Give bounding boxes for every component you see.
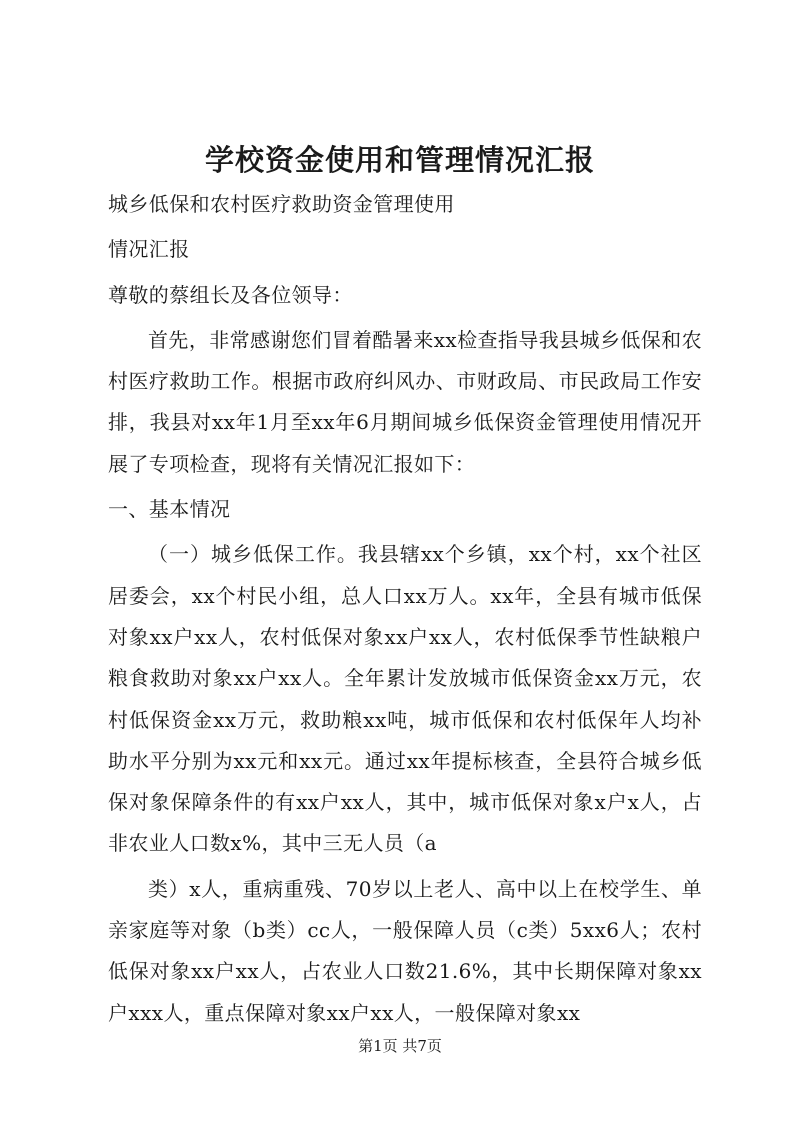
document-body (108, 184, 702, 1034)
document-title: 学校资金使用和管理情况汇报 (204, 143, 595, 177)
paragraph-urban-rural-subsistence: （一）城乡低保工作。我县辖xx个乡镇，xx个村，xx个社区居委会，xx个村民小组，总人口xx万人。xx年，全县有城市低保对象xx户xx人，农村低保对象xx户xx人，农村低保季节性缺粮户粮食救助对象xx户xx人。全年累计发放城市低保资金xx万元，农村低保资金xx万元，救助粮xx吨，城市低保和农村低保年人均补助水平分别为xx元和xx元。通过xx年提标核查，全县符合城乡低保对象保障条件的有xx户xx人，其中，城市低保对象x户x人，占非农业人口数x%，其中三无人员（a (108, 542, 702, 856)
paragraph-opening: 首先，非常感谢您们冒着酷暑来xx检查指导我县城乡低保和农村医疗救助工作。根据市政府纠风办、市财政局、市民政局工作安排，我县对xx年1月至xx年6月期间城乡低保资金管理使用情况开展了专项检查，现将有关情况汇报如下： (108, 327, 702, 476)
paragraph-subtitle-1: 城乡低保和农村医疗救助资金管理使用 (108, 192, 455, 216)
paragraph-subtitle-2: 情况汇报 (108, 237, 190, 262)
section-heading-basic-situation: 一、基本情况 (108, 497, 231, 522)
paragraph-salutation: 尊敬的蔡组长及各位领导： (108, 282, 353, 307)
page-indicator: 第1页 共7页 (358, 1037, 442, 1055)
paragraph-categories: 类）x人，重病重残、70岁以上老人、高中以上在校学生、单亲家庭等对象（b类）cc人，一般保障人员（c类）5xx6人；农村低保对象xx户xx人，占农业人口数21.6%，其中长期保障对象xx户xxx人，重点保障对象xx户xx人，一般保障对象xx (108, 876, 702, 1025)
